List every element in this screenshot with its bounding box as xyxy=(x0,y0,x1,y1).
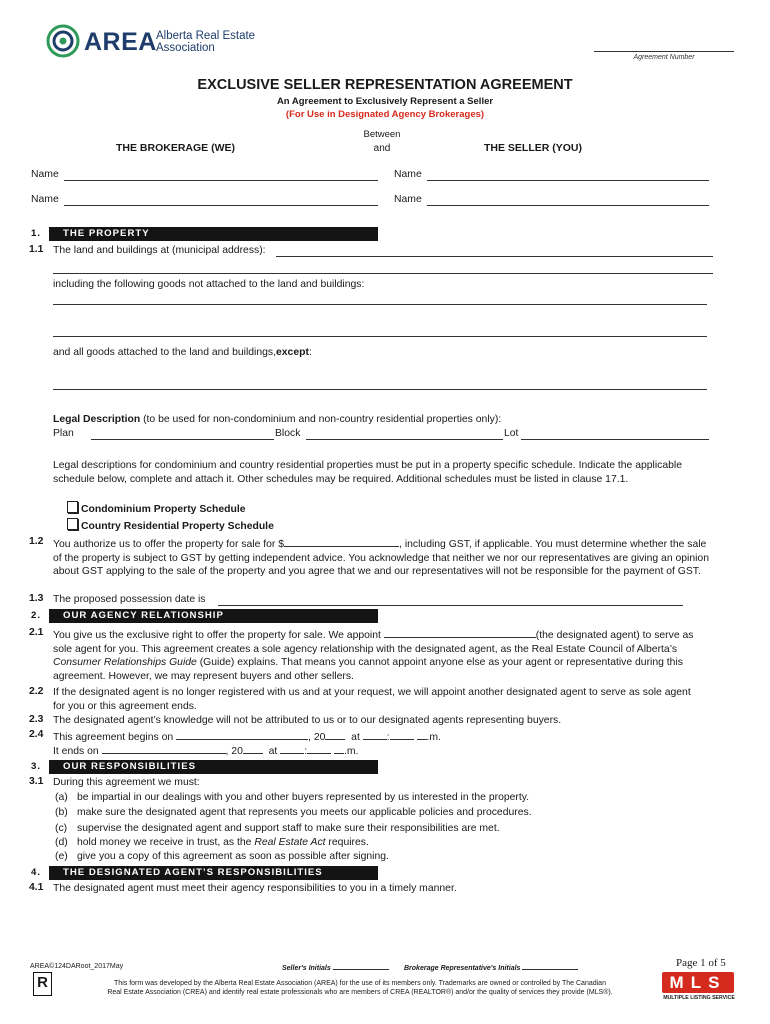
clause-2-1-number: 2.1 xyxy=(29,627,44,638)
section-3-heading xyxy=(29,760,378,774)
section-4-number: 4. xyxy=(31,867,42,878)
responsibility-d-act: Real Estate Act xyxy=(254,837,326,848)
clause-1-2-text-b: , including GST, if applicable. You must determine whether the sale of the property is subject to GST by getting independent advice. You acknowledge that neither we nor our representatives are giving an opinion about GST applying to the sale of the property and you agree that we and our representatives will not be responsible for the payment of GST. xyxy=(53,539,709,578)
disclaimer-line-2: Real Estate Association (CREA) and identify real estate professionals who are members of CREA (REALTOR®) and/or the quality of services they provide (MLS®). xyxy=(107,989,613,996)
clause-2-3-text: The designated agent’s knowledge will not be attributed to us or to our designated agents representing buyers. xyxy=(53,715,562,726)
ends-at: at xyxy=(268,746,278,757)
clause-2-1-guide-title: Consumer Relationships Guide xyxy=(53,657,197,669)
seller-name-label-2: Name xyxy=(394,194,422,205)
seller-name-label-1: Name xyxy=(394,169,422,180)
condo-schedule-option[interactable] xyxy=(67,501,246,517)
brokerage-heading: THE BROKERAGE (WE) xyxy=(116,142,235,154)
clause-1-2-text-a: You authorize us to offer the property for sale for $ xyxy=(53,539,285,550)
legal-description-paragraph: Legal descriptions for condominium and country residential properties must be put in a property specific schedule. Indicate the applicable schedule below, complete and attach it. Other schedules may be required. Additional schedules must be listed in clause 17.1. xyxy=(53,460,682,485)
section-4-heading xyxy=(29,866,378,880)
municipal-address-field-2[interactable] xyxy=(53,273,713,274)
and-label: and xyxy=(373,143,391,154)
responsibility-a-text: be impartial in our dealings with you and other buyers represented by us interested in the property. xyxy=(77,792,530,803)
brokerage-name-field-2[interactable] xyxy=(64,205,378,206)
logo-org-line2: Association xyxy=(156,42,215,54)
condo-schedule-checkbox[interactable] xyxy=(67,501,78,513)
clause-2-1-text-c: (Guide) explains. That means you cannot appoint anyone else as your agent or representative during this agreement. However, we may represent buyers and other sellers. xyxy=(53,657,683,682)
document-note: (For Use in Designated Agency Brokerages) xyxy=(285,109,485,120)
responsibility-d-text xyxy=(77,836,369,850)
ends-m: .m. xyxy=(344,746,359,757)
agreement-number-field[interactable] xyxy=(594,51,734,52)
logo-org-line1: Alberta Real Estate xyxy=(156,30,256,42)
ends-date-field[interactable] xyxy=(102,743,226,754)
clause-3-1-text: During this agreement we must: xyxy=(53,777,200,788)
clause-2-2-text: If the designated agent is no longer registered with us and at your request, we will appoint another designated agent to serve as sole agent for you or this agreement ends. xyxy=(53,687,691,712)
responsibility-e-label: (e) xyxy=(55,851,68,862)
ends-colon: : xyxy=(304,746,308,757)
seller-name-field-2[interactable] xyxy=(427,205,709,206)
begins-ampm-field[interactable] xyxy=(417,729,427,740)
seller-heading: THE SELLER (YOU) xyxy=(484,142,583,154)
clause-2-1-text-a: You give us the exclusive right to offer the property for sale. We appoint xyxy=(53,630,381,641)
brokerage-name-label-2: Name xyxy=(31,194,59,205)
block-field[interactable] xyxy=(306,439,503,440)
responsibility-d-text-b: requires. xyxy=(325,837,369,848)
clause-2-1-text xyxy=(53,627,713,683)
form-code: AREA©124DARoot_2017May xyxy=(30,963,124,970)
clause-1-1-text: The land and buildings at (municipal address): xyxy=(53,245,266,256)
condo-schedule-label: Condominium Property Schedule xyxy=(81,504,246,515)
country-schedule-label: Country Residential Property Schedule xyxy=(81,521,274,532)
begins-year-field[interactable] xyxy=(325,729,345,740)
seller-initials-field[interactable] xyxy=(333,962,389,970)
country-schedule-option[interactable] xyxy=(67,518,274,534)
realtor-r-icon: R xyxy=(37,974,48,991)
ends-minute-field[interactable] xyxy=(307,743,331,754)
goods-attached-text: and all goods attached to the land and buildings,except: xyxy=(53,347,312,358)
begins-date-field[interactable] xyxy=(176,729,308,740)
clause-2-4-number: 2.4 xyxy=(29,729,44,740)
section-1-number: 1. xyxy=(31,228,42,239)
clause-1-2-text xyxy=(53,536,709,579)
responsibility-b-label: (b) xyxy=(55,807,68,818)
clause-1-3-number: 1.3 xyxy=(29,593,44,604)
section-3-number: 3. xyxy=(31,761,42,772)
begins-at: at xyxy=(351,732,360,743)
seller-name-field-1[interactable] xyxy=(427,180,709,181)
section-2-heading xyxy=(29,609,378,623)
between-label: Between xyxy=(363,129,401,140)
brokerage-initials xyxy=(404,962,578,973)
ends-ampm-field[interactable] xyxy=(334,743,344,754)
disclaimer-line-1: This form was developed by the Alberta Real Estate Association (AREA) for the use of its members only. Trademarks are owned or controlled by The Canadian xyxy=(114,980,606,987)
legal-description-note: (to be used for non-condominium and non-country residential properties only): xyxy=(140,414,502,425)
plan-field[interactable] xyxy=(91,439,274,440)
ends-year-field[interactable] xyxy=(243,743,263,754)
seller-initials-label: Seller's Initials xyxy=(282,965,331,972)
section-2-number: 2. xyxy=(31,610,42,621)
clause-4-1-number: 4.1 xyxy=(29,882,44,893)
clause-2-1-text-b: (the designated agent) to serve as sole agent for you. This agreement creates a sole agency relationship with the designated agent, as the Real Estate Council of Alberta’s xyxy=(53,630,694,655)
goods-attached-exceptions-field[interactable] xyxy=(53,389,707,390)
area-logo xyxy=(46,24,256,60)
designated-agent-field[interactable] xyxy=(384,627,536,638)
responsibility-c-text: supervise the designated agent and support staff to make sure their responsibilities are met. xyxy=(77,823,500,834)
section-1-heading xyxy=(29,227,378,241)
clause-4-1-text: The designated agent must meet their agency responsibilities to you in a timely manner. xyxy=(53,883,457,894)
goods-attached-except: except xyxy=(276,347,309,358)
clause-2-3-number: 2.3 xyxy=(29,714,44,725)
clause-3-1-number: 3.1 xyxy=(29,776,44,787)
brokerage-initials-field[interactable] xyxy=(522,962,578,970)
page-number: Page 1 of 5 xyxy=(676,957,726,969)
ends-label: It ends on xyxy=(53,746,99,757)
responsibility-c-label: (c) xyxy=(55,823,68,834)
brokerage-name-field-1[interactable] xyxy=(64,180,378,181)
section-2-title: OUR AGENCY RELATIONSHIP xyxy=(63,610,224,621)
seller-initials xyxy=(282,962,389,973)
goods-not-attached-text: including the following goods not attached to the land and buildings: xyxy=(53,279,365,290)
begins-hour-field[interactable] xyxy=(363,729,387,740)
legal-description-heading xyxy=(53,413,713,427)
municipal-address-field-1[interactable] xyxy=(276,256,713,257)
responsibility-b-text: make sure the designated agent that represents you meets our applicable policies and procedures. xyxy=(77,807,532,818)
responsibility-d-text-a: hold money we receive in trust, as the xyxy=(77,837,255,848)
goods-not-attached-field-2[interactable] xyxy=(53,336,707,337)
clause-2-2-number: 2.2 xyxy=(29,686,44,697)
lot-field[interactable] xyxy=(521,439,709,440)
mls-logo xyxy=(660,972,738,1004)
lot-label: Lot xyxy=(504,428,519,439)
document-title: EXCLUSIVE SELLER REPRESENTATION AGREEMENT xyxy=(197,77,573,93)
section-4-title: THE DESIGNATED AGENT’S RESPONSIBILITIES xyxy=(63,867,323,878)
ends-twenty: , 20 xyxy=(225,746,243,757)
responsibility-e-text: give you a copy of this agreement as soon as possible after signing. xyxy=(77,851,389,862)
possession-date-field[interactable] xyxy=(218,605,683,606)
realtor-logo xyxy=(33,972,52,996)
document-subtitle: An Agreement to Exclusively Represent a Seller xyxy=(276,96,494,107)
begins-colon: : xyxy=(386,732,390,743)
brokerage-name-label-1: Name xyxy=(31,169,59,180)
begins-minute-field[interactable] xyxy=(390,729,414,740)
brokerage-initials-label: Brokerage Representative's Initials xyxy=(404,965,521,972)
responsibility-a-label: (a) xyxy=(55,792,68,803)
section-1-title: THE PROPERTY xyxy=(63,228,150,239)
block-label: Block xyxy=(275,428,301,439)
ends-hour-field[interactable] xyxy=(280,743,304,754)
plan-label: Plan xyxy=(53,428,74,439)
clause-1-2-number: 1.2 xyxy=(29,536,44,547)
agreement-ends-row xyxy=(53,743,713,759)
country-schedule-checkbox[interactable] xyxy=(67,518,78,530)
clause-1-1-number: 1.1 xyxy=(29,244,44,255)
section-3-title: OUR RESPONSIBILITIES xyxy=(63,761,197,772)
logo-word: AREA xyxy=(84,28,157,56)
mls-word: MLS xyxy=(662,972,734,993)
begins-label: This agreement begins on xyxy=(53,732,174,743)
area-logo-mark-icon xyxy=(46,24,80,58)
mls-subtitle: MULTIPLE LISTING SERVICE xyxy=(663,995,735,1001)
clause-1-3-text: The proposed possession date is xyxy=(53,594,206,605)
agreement-number-label: Agreement Number xyxy=(633,54,695,61)
sale-price-field[interactable] xyxy=(284,536,399,547)
goods-attached-prefix: and all goods attached to the land and buildings, xyxy=(53,347,276,358)
goods-not-attached-field-1[interactable] xyxy=(53,304,707,305)
legal-description-label: Legal Description xyxy=(53,414,141,425)
responsibility-d-label: (d) xyxy=(55,837,68,848)
begins-m: .m. xyxy=(426,732,441,743)
begins-twenty: , 20 xyxy=(308,732,326,743)
